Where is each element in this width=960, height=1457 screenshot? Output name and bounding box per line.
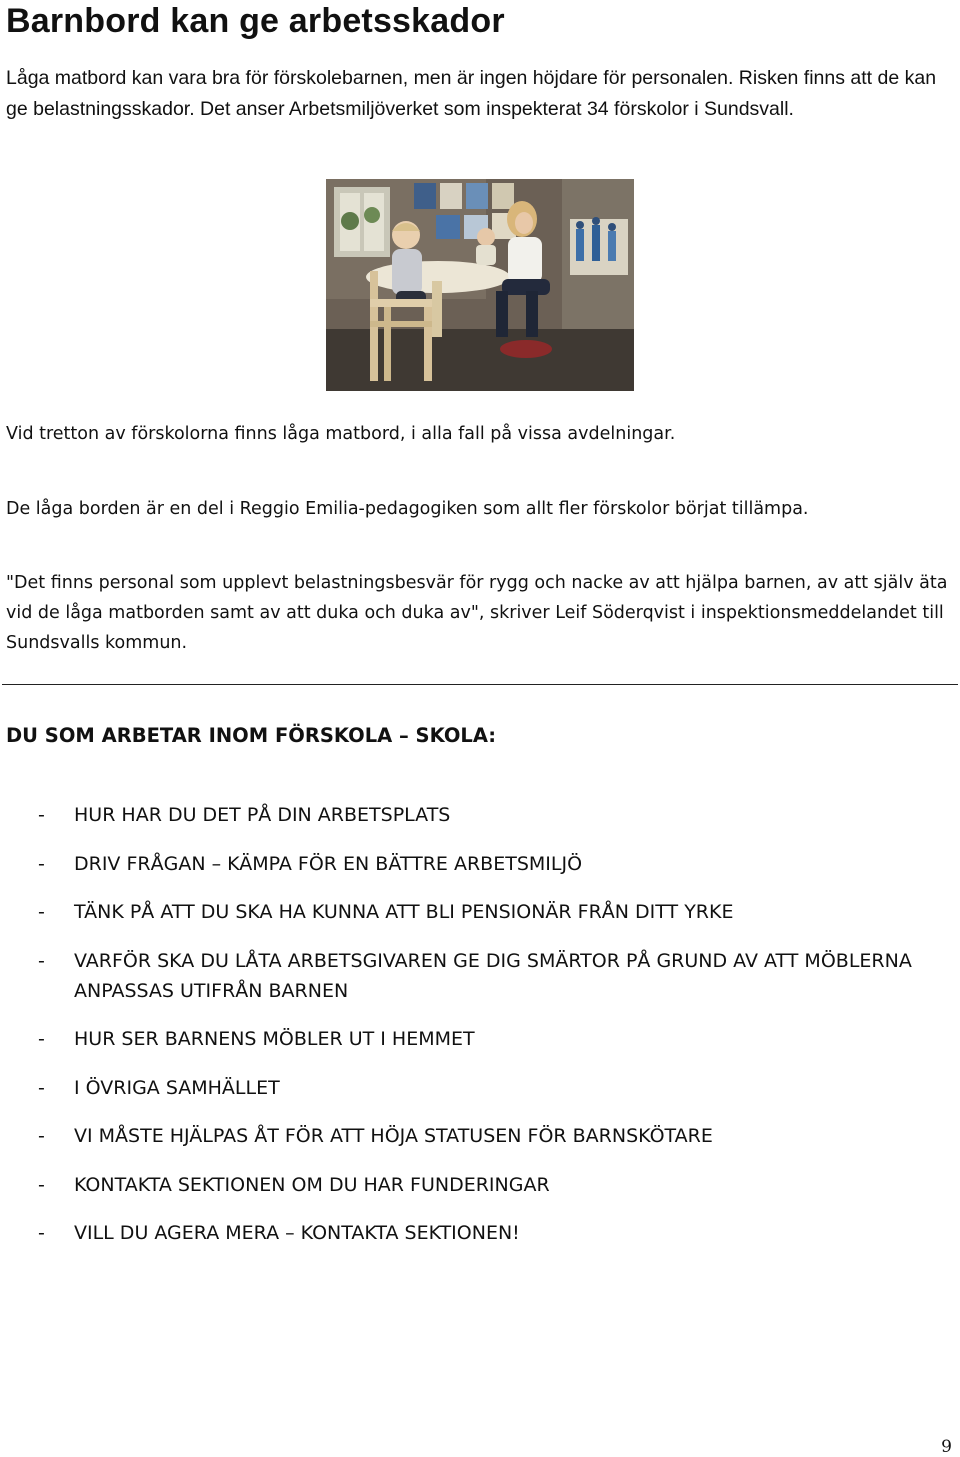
list-item	[0, 1218, 934, 1248]
section-heading: DU SOM ARBETAR INOM FÖRSKOLA – SKOLA:	[6, 724, 497, 747]
list-bullet: -	[38, 1076, 45, 1099]
list-item-text: I ÖVRIGA SAMHÄLLET	[74, 1076, 280, 1099]
article-paragraph: Vid tretton av förskolorna finns låga matbord, i alla fall på vissa avdelningar.	[6, 424, 676, 444]
list-bullet: -	[38, 1173, 45, 1196]
list-item	[0, 800, 934, 830]
list-item-text: VILL DU AGERA MERA – KONTAKTA SEKTIONEN!	[74, 1222, 520, 1244]
list-item-text: VARFÖR SKA DU LÅTA ARBETSGIVAREN GE DIG SMÄRTOR PÅ GRUND AV ATT MÖBLERNA ANPASSAS UTIFRÅN BARNEN	[74, 949, 912, 1002]
list-bullet: -	[38, 949, 45, 972]
list-item	[0, 1170, 934, 1200]
list-bullet: -	[38, 852, 45, 875]
list-item	[0, 897, 934, 927]
list-item-text: TÄNK PÅ ATT DU SKA HA KUNNA ATT BLI PENSIONÄR FRÅN DITT YRKE	[74, 901, 734, 923]
list-item	[0, 849, 934, 879]
list-item	[0, 1073, 934, 1103]
page-number: 9	[941, 1437, 952, 1457]
list-item-text: DRIV FRÅGAN – KÄMPA FÖR EN BÄTTRE ARBETSMILJÖ	[74, 852, 583, 875]
list-item-text: VI MÅSTE HJÄLPAS ÅT FÖR ATT HÖJA STATUSEN FÖR BARNSKÖTARE	[74, 1125, 713, 1147]
list-item	[0, 1121, 934, 1151]
list-item-text: HUR HAR DU DET PÅ DIN ARBETSPLATS	[74, 804, 451, 826]
list-item-text: KONTAKTA SEKTIONEN OM DU HAR FUNDERINGAR	[74, 1173, 550, 1196]
article-photo	[326, 179, 634, 391]
page-title: Barnbord kan ge arbetsskador	[6, 2, 505, 40]
list-bullet: -	[38, 901, 45, 923]
list-item	[0, 946, 934, 1006]
article-paragraph: De låga borden är en del i Reggio Emilia-pedagogiken som allt fler förskolor börjat tillämpa.	[6, 499, 809, 519]
list-bullet: -	[38, 804, 45, 826]
section-divider	[2, 684, 958, 685]
article-paragraph: "Det finns personal som upplevt belastningsbesvär för rygg och nacke av att hjälpa barnen, av att själv äta vid de låga matborden samt av att duka och duka av", skriver Leif Söderqvist i inspektionsmeddelandet till Sundsvalls kommun.	[6, 573, 948, 653]
list-item-text: HUR SER BARNENS MÖBLER UT I HEMMET	[74, 1028, 475, 1050]
list-bullet: -	[38, 1028, 45, 1050]
list-bullet: -	[38, 1222, 45, 1244]
action-list	[0, 800, 960, 1267]
list-bullet: -	[38, 1125, 45, 1147]
list-item	[0, 1024, 934, 1054]
article-intro: Låga matbord kan vara bra för förskolebarnen, men är ingen höjdare för personalen. Risken finns att de kan ge belastningsskador. Det anser Arbetsmiljöverket som inspekterat 34 förskolor i Sundsvall.	[6, 67, 937, 120]
